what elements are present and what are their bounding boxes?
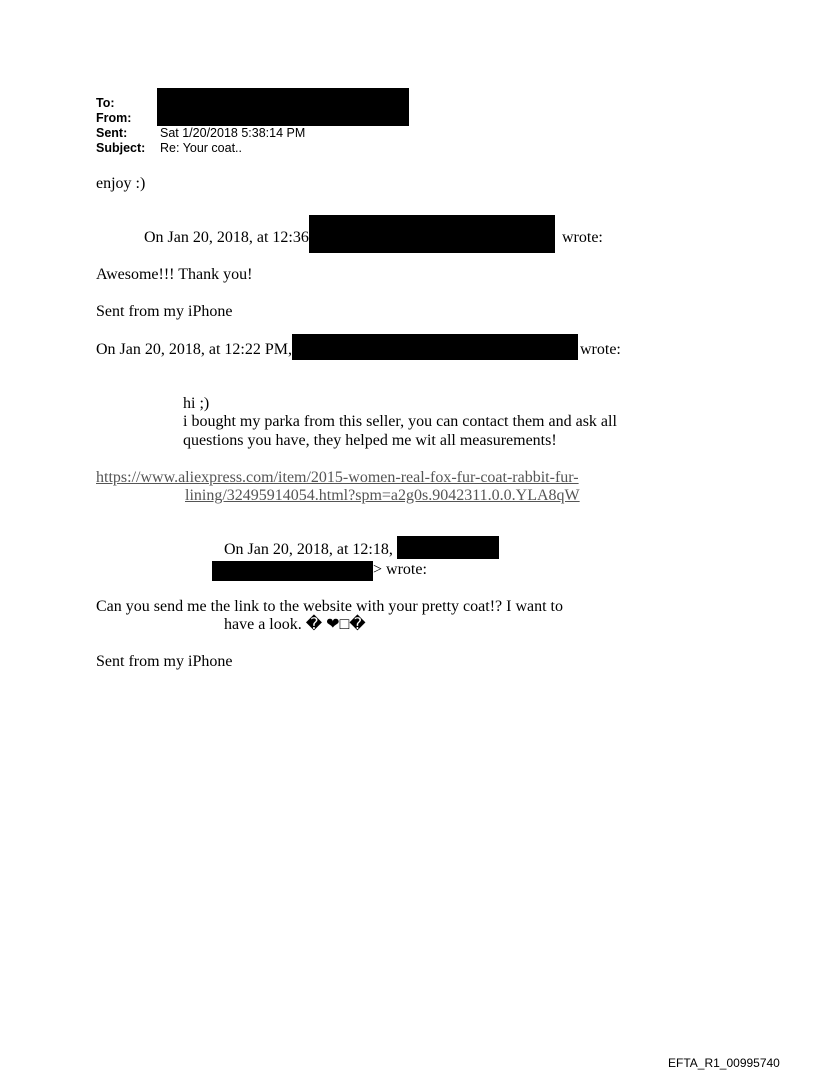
aliexpress-link-line-1[interactable]: https://www.aliexpress.com/item/2015-women-real-fox-fur-coat-rabbit-fur- <box>96 469 579 486</box>
sent-from-iphone-2: Sent from my iPhone <box>96 653 233 670</box>
redaction-quote3-a <box>397 536 499 559</box>
line-awesome: Awesome!!! Thank you! <box>96 266 253 283</box>
sent-from-iphone-1: Sent from my iPhone <box>96 303 233 320</box>
quote3-suffix: > wrote: <box>373 561 427 578</box>
line-bought-1: i bought my parka from this seller, you can contact them and ask all <box>183 413 617 430</box>
quote2-suffix: wrote: <box>580 341 621 358</box>
question-line-2: have a look. � ❤□� <box>224 616 366 633</box>
from-label: From: <box>96 111 132 125</box>
subject-value: Re: Your coat.. <box>160 141 243 155</box>
redaction-quote3-b <box>212 561 373 581</box>
quote2-prefix: On Jan 20, 2018, at 12:22 PM, <box>96 341 292 358</box>
quote1-suffix: wrote: <box>562 229 603 246</box>
line-bought-2: questions you have, they helped me wit all measurements! <box>183 432 557 449</box>
redaction-quote1 <box>309 215 555 253</box>
quote1-prefix: On Jan 20, 2018, at 12:36 <box>144 229 309 246</box>
redaction-quote2 <box>292 334 578 360</box>
subject-label: Subject: <box>96 141 146 155</box>
question-line-1: Can you send me the link to the website with your pretty coat!? I want to <box>96 598 563 615</box>
line-hi: hi ;) <box>183 395 210 412</box>
document-id: EFTA_R1_00995740 <box>668 1056 780 1070</box>
line-enjoy: enjoy :) <box>96 175 146 192</box>
sent-value: Sat 1/20/2018 5:38:14 PM <box>160 126 306 140</box>
to-label: To: <box>96 96 115 110</box>
aliexpress-link-line-2[interactable]: lining/32495914054.html?spm=a2g0s.9042311.0.0.YLA8qW <box>185 487 580 504</box>
redaction-to-from <box>157 88 409 126</box>
sent-label: Sent: <box>96 126 128 140</box>
quote3-prefix: On Jan 20, 2018, at 12:18, <box>224 541 393 558</box>
